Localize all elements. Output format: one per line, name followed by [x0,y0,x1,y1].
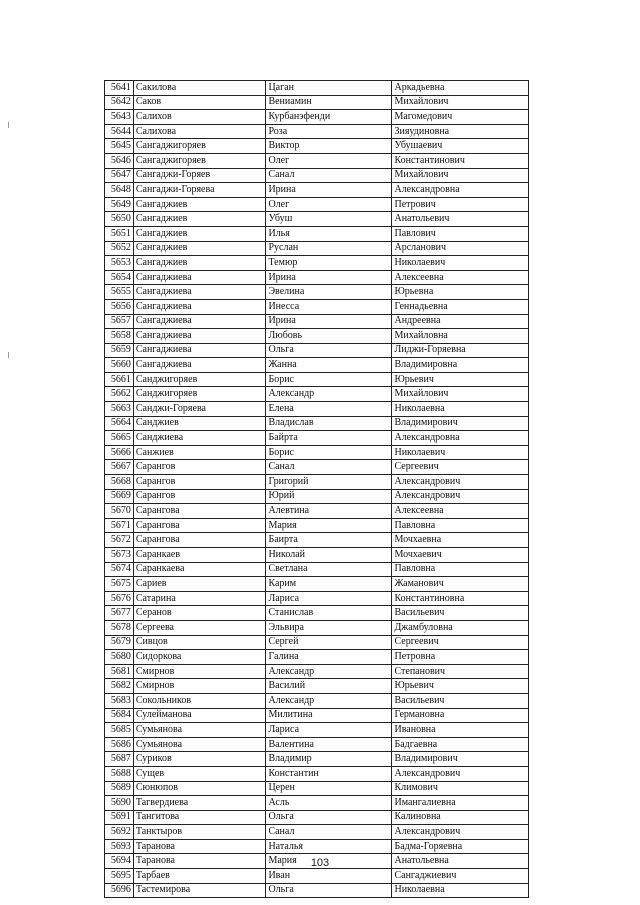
patronymic-cell: Владимирович [392,416,529,431]
first-name-cell: Владислав [266,416,392,431]
last-name-cell: Смирнов [133,664,266,679]
last-name-cell: Тагвердиева [133,796,266,811]
row-number-cell: 5674 [105,562,134,577]
table-row [105,153,529,168]
last-name-cell: Сумьянова [133,737,266,752]
first-name-cell: Василий [266,679,392,694]
patronymic-cell: Юрьевич [392,372,529,387]
table-row [105,693,529,708]
patronymic-cell: Жаманович [392,577,529,592]
table-row [105,752,529,767]
last-name-cell: Санджигоряев [133,387,266,402]
table-row [105,402,529,417]
table-row [105,606,529,621]
table-row [105,314,529,329]
first-name-cell: Иван [266,869,392,884]
table-row [105,869,529,884]
table-row [105,883,529,898]
first-name-cell: Ирина [266,314,392,329]
patronymic-cell: Петровна [392,650,529,665]
first-name-cell: Санал [266,168,392,183]
patronymic-cell: Константинович [392,153,529,168]
names-table-body [105,81,529,898]
first-name-cell: Байрта [266,431,392,446]
table-row [105,723,529,738]
first-name-cell: Карим [266,577,392,592]
first-name-cell: Ольга [266,810,392,825]
last-name-cell: Тарбаев [133,869,266,884]
table-row [105,285,529,300]
first-name-cell: Александр [266,693,392,708]
row-number-cell: 5666 [105,445,134,460]
last-name-cell: Сюнюпов [133,781,266,796]
table-row [105,766,529,781]
last-name-cell: Сангаджи-Горяева [133,183,266,198]
first-name-cell: Наталья [266,839,392,854]
patronymic-cell: Андреевна [392,314,529,329]
patronymic-cell: Лиджи-Горяевна [392,343,529,358]
row-number-cell: 5678 [105,620,134,635]
first-name-cell: Олег [266,153,392,168]
row-number-cell: 5688 [105,766,134,781]
row-number-cell: 5693 [105,839,134,854]
first-name-cell: Инесса [266,299,392,314]
row-number-cell: 5667 [105,460,134,475]
table-row [105,460,529,475]
patronymic-cell: Николаевич [392,256,529,271]
table-row [105,577,529,592]
first-name-cell: Роза [266,124,392,139]
row-number-cell: 5673 [105,548,134,563]
first-name-cell: Илья [266,226,392,241]
row-number-cell: 5658 [105,329,134,344]
table-row [105,548,529,563]
row-number-cell: 5690 [105,796,134,811]
row-number-cell: 5683 [105,693,134,708]
patronymic-cell: Магомедович [392,110,529,125]
patronymic-cell: Михайлович [392,387,529,402]
first-name-cell: Елена [266,402,392,417]
row-number-cell: 5670 [105,504,134,519]
last-name-cell: Сакилова [133,81,266,96]
patronymic-cell: Германовна [392,708,529,723]
last-name-cell: Сарангов [133,489,266,504]
patronymic-cell: Убушаевич [392,139,529,154]
last-name-cell: Сатарина [133,591,266,606]
last-name-cell: Сангаджи-Горяев [133,168,266,183]
last-name-cell: Сангаджиев [133,241,266,256]
table-row [105,635,529,650]
table-row [105,796,529,811]
patronymic-cell: Арсланович [392,241,529,256]
first-name-cell: Ольга [266,883,392,898]
row-number-cell: 5642 [105,95,134,110]
patronymic-cell: Александрович [392,766,529,781]
patronymic-cell: Калиновна [392,810,529,825]
last-name-cell: Сангаджиева [133,358,266,373]
first-name-cell: Санал [266,460,392,475]
patronymic-cell: Владимировна [392,358,529,373]
first-name-cell: Церен [266,781,392,796]
patronymic-cell: Александровна [392,183,529,198]
last-name-cell: Санджи-Горяева [133,402,266,417]
first-name-cell: Юрий [266,489,392,504]
last-name-cell: Сангаджигоряев [133,139,266,154]
first-name-cell: Баирта [266,533,392,548]
row-number-cell: 5645 [105,139,134,154]
patronymic-cell: Петрович [392,197,529,212]
row-number-cell: 5685 [105,723,134,738]
patronymic-cell: Алексеевна [392,504,529,519]
first-name-cell: Ольга [266,343,392,358]
patronymic-cell: Александровна [392,431,529,446]
first-name-cell: Лариса [266,591,392,606]
last-name-cell: Тангитова [133,810,266,825]
row-number-cell: 5654 [105,270,134,285]
row-number-cell: 5668 [105,475,134,490]
row-number-cell: 5669 [105,489,134,504]
last-name-cell: Сарангов [133,475,266,490]
table-row [105,124,529,139]
patronymic-cell: Степанович [392,664,529,679]
first-name-cell: Вениамин [266,95,392,110]
first-name-cell: Эльвира [266,620,392,635]
patronymic-cell: Павловна [392,562,529,577]
row-number-cell: 5655 [105,285,134,300]
row-number-cell: 5643 [105,110,134,125]
first-name-cell: Эвелина [266,285,392,300]
table-row [105,110,529,125]
last-name-cell: Сангаджиева [133,299,266,314]
row-number-cell: 5662 [105,387,134,402]
last-name-cell: Саранкаев [133,548,266,563]
last-name-cell: Сергеева [133,620,266,635]
row-number-cell: 5651 [105,226,134,241]
patronymic-cell: Юрьевна [392,285,529,300]
table-row [105,839,529,854]
first-name-cell: Константин [266,766,392,781]
table-row [105,664,529,679]
table-row [105,504,529,519]
row-number-cell: 5661 [105,372,134,387]
last-name-cell: Сангаджиева [133,343,266,358]
patronymic-cell: Павлович [392,226,529,241]
table-row [105,81,529,96]
table-row [105,781,529,796]
last-name-cell: Сариев [133,577,266,592]
last-name-cell: Сангаджигоряев [133,153,266,168]
patronymic-cell: Мочхаевна [392,533,529,548]
first-name-cell: Лариса [266,723,392,738]
patronymic-cell: Александрович [392,825,529,840]
row-number-cell: 5663 [105,402,134,417]
table-row [105,562,529,577]
row-number-cell: 5694 [105,854,134,869]
first-name-cell: Светлана [266,562,392,577]
row-number-cell: 5680 [105,650,134,665]
last-name-cell: Санджигоряев [133,372,266,387]
first-name-cell: Асль [266,796,392,811]
last-name-cell: Сидоркова [133,650,266,665]
row-number-cell: 5659 [105,343,134,358]
first-name-cell: Сергей [266,635,392,650]
patronymic-cell: Сангаджиевич [392,869,529,884]
last-name-cell: Таранова [133,839,266,854]
last-name-cell: Сангаджиев [133,197,266,212]
first-name-cell: Темюр [266,256,392,271]
patronymic-cell: Алексеевна [392,270,529,285]
last-name-cell: Сарангов [133,460,266,475]
patronymic-cell: Васильевич [392,693,529,708]
row-number-cell: 5652 [105,241,134,256]
first-name-cell: Владимир [266,752,392,767]
first-name-cell: Олег [266,197,392,212]
first-name-cell: Галина [266,650,392,665]
last-name-cell: Салихов [133,110,266,125]
patronymic-cell: Мочхаевич [392,548,529,563]
table-row [105,299,529,314]
table-row [105,329,529,344]
row-number-cell: 5664 [105,416,134,431]
patronymic-cell: Николаевна [392,883,529,898]
patronymic-cell: Михайловна [392,329,529,344]
table-row [105,475,529,490]
row-number-cell: 5686 [105,737,134,752]
row-number-cell: 5671 [105,518,134,533]
last-name-cell: Саранкаева [133,562,266,577]
table-row [105,226,529,241]
patronymic-cell: Геннадьевна [392,299,529,314]
table-row [105,387,529,402]
table-row [105,620,529,635]
table-row [105,372,529,387]
patronymic-cell: Аркадьевна [392,81,529,96]
patronymic-cell: Бадма-Горяевна [392,839,529,854]
last-name-cell: Сангаджиев [133,226,266,241]
last-name-cell: Сивцов [133,635,266,650]
last-name-cell: Смирнов [133,679,266,694]
first-name-cell: Жанна [266,358,392,373]
patronymic-cell: Константиновна [392,591,529,606]
last-name-cell: Сангаджиев [133,212,266,227]
table-row [105,343,529,358]
table-row [105,139,529,154]
last-name-cell: Сангаджиева [133,329,266,344]
last-name-cell: Санджиев [133,416,266,431]
row-number-cell: 5691 [105,810,134,825]
row-number-cell: 5682 [105,679,134,694]
last-name-cell: Сулейманова [133,708,266,723]
patronymic-cell: Анатольевна [392,854,529,869]
first-name-cell: Милитина [266,708,392,723]
patronymic-cell: Имангалиевна [392,796,529,811]
table-row [105,416,529,431]
table-row [105,533,529,548]
patronymic-cell: Сергеевич [392,460,529,475]
row-number-cell: 5675 [105,577,134,592]
row-number-cell: 5676 [105,591,134,606]
patronymic-cell: Юрьевич [392,679,529,694]
table-row [105,168,529,183]
table-row [105,256,529,271]
row-number-cell: 5653 [105,256,134,271]
table-row [105,810,529,825]
first-name-cell: Валентина [266,737,392,752]
last-name-cell: Сущев [133,766,266,781]
last-name-cell: Сумьянова [133,723,266,738]
table-row [105,737,529,752]
first-name-cell: Любовь [266,329,392,344]
patronymic-cell: Николаевич [392,445,529,460]
patronymic-cell: Джамбуловна [392,620,529,635]
row-number-cell: 5687 [105,752,134,767]
patronymic-cell: Михайлович [392,95,529,110]
first-name-cell: Григорий [266,475,392,490]
table-row [105,212,529,227]
scan-artifact [8,352,9,358]
row-number-cell: 5644 [105,124,134,139]
first-name-cell: Цаган [266,81,392,96]
table-row [105,95,529,110]
patronymic-cell: Анатольевич [392,212,529,227]
first-name-cell: Борис [266,372,392,387]
last-name-cell: Салихова [133,124,266,139]
last-name-cell: Санжиев [133,445,266,460]
names-table [104,80,529,898]
last-name-cell: Сангаджиева [133,285,266,300]
patronymic-cell: Васильевич [392,606,529,621]
row-number-cell: 5684 [105,708,134,723]
last-name-cell: Сарангова [133,518,266,533]
last-name-cell: Серанов [133,606,266,621]
row-number-cell: 5665 [105,431,134,446]
table-row [105,591,529,606]
row-number-cell: 5692 [105,825,134,840]
first-name-cell: Александр [266,387,392,402]
last-name-cell: Сарангова [133,504,266,519]
first-name-cell: Санал [266,825,392,840]
row-number-cell: 5681 [105,664,134,679]
patronymic-cell: Александрович [392,475,529,490]
row-number-cell: 5656 [105,299,134,314]
row-number-cell: 5695 [105,869,134,884]
first-name-cell: Ирина [266,183,392,198]
last-name-cell: Суриков [133,752,266,767]
first-name-cell: Мария [266,854,392,869]
row-number-cell: 5677 [105,606,134,621]
page-number: 103 [310,857,330,869]
table-row [105,183,529,198]
last-name-cell: Танктыров [133,825,266,840]
first-name-cell: Николай [266,548,392,563]
row-number-cell: 5696 [105,883,134,898]
table-row [105,708,529,723]
first-name-cell: Станислав [266,606,392,621]
row-number-cell: 5641 [105,81,134,96]
last-name-cell: Сарангова [133,533,266,548]
table-row [105,241,529,256]
first-name-cell: Руслан [266,241,392,256]
patronymic-cell: Павловна [392,518,529,533]
last-name-cell: Санджиева [133,431,266,446]
last-name-cell: Тастемирова [133,883,266,898]
first-name-cell: Убуш [266,212,392,227]
last-name-cell: Саков [133,95,266,110]
table-row [105,650,529,665]
patronymic-cell: Михайлович [392,168,529,183]
table-row [105,518,529,533]
patronymic-cell: Климович [392,781,529,796]
last-name-cell: Сангаджиева [133,270,266,285]
table-row [105,445,529,460]
row-number-cell: 5660 [105,358,134,373]
first-name-cell: Ирина [266,270,392,285]
first-name-cell: Мария [266,518,392,533]
last-name-cell: Сангаджиев [133,256,266,271]
first-name-cell: Борис [266,445,392,460]
patronymic-cell: Александрович [392,489,529,504]
last-name-cell: Таранова [133,854,266,869]
patronymic-cell: Николаевна [392,402,529,417]
row-number-cell: 5657 [105,314,134,329]
table-row [105,825,529,840]
row-number-cell: 5672 [105,533,134,548]
table-row [105,679,529,694]
row-number-cell: 5649 [105,197,134,212]
last-name-cell: Сокольников [133,693,266,708]
first-name-cell: Алевтина [266,504,392,519]
row-number-cell: 5689 [105,781,134,796]
patronymic-cell: Бадгаевна [392,737,529,752]
first-name-cell: Виктор [266,139,392,154]
row-number-cell: 5648 [105,183,134,198]
row-number-cell: 5647 [105,168,134,183]
first-name-cell: Александр [266,664,392,679]
row-number-cell: 5650 [105,212,134,227]
patronymic-cell: Зияудиновна [392,124,529,139]
table-row [105,358,529,373]
row-number-cell: 5679 [105,635,134,650]
table-row [105,431,529,446]
scan-artifact [8,122,9,128]
first-name-cell: Курбанэфенди [266,110,392,125]
last-name-cell: Сангаджиева [133,314,266,329]
patronymic-cell: Сергеевич [392,635,529,650]
table-row [105,197,529,212]
table-row [105,270,529,285]
table-row [105,489,529,504]
patronymic-cell: Владимирович [392,752,529,767]
row-number-cell: 5646 [105,153,134,168]
patronymic-cell: Ивановна [392,723,529,738]
